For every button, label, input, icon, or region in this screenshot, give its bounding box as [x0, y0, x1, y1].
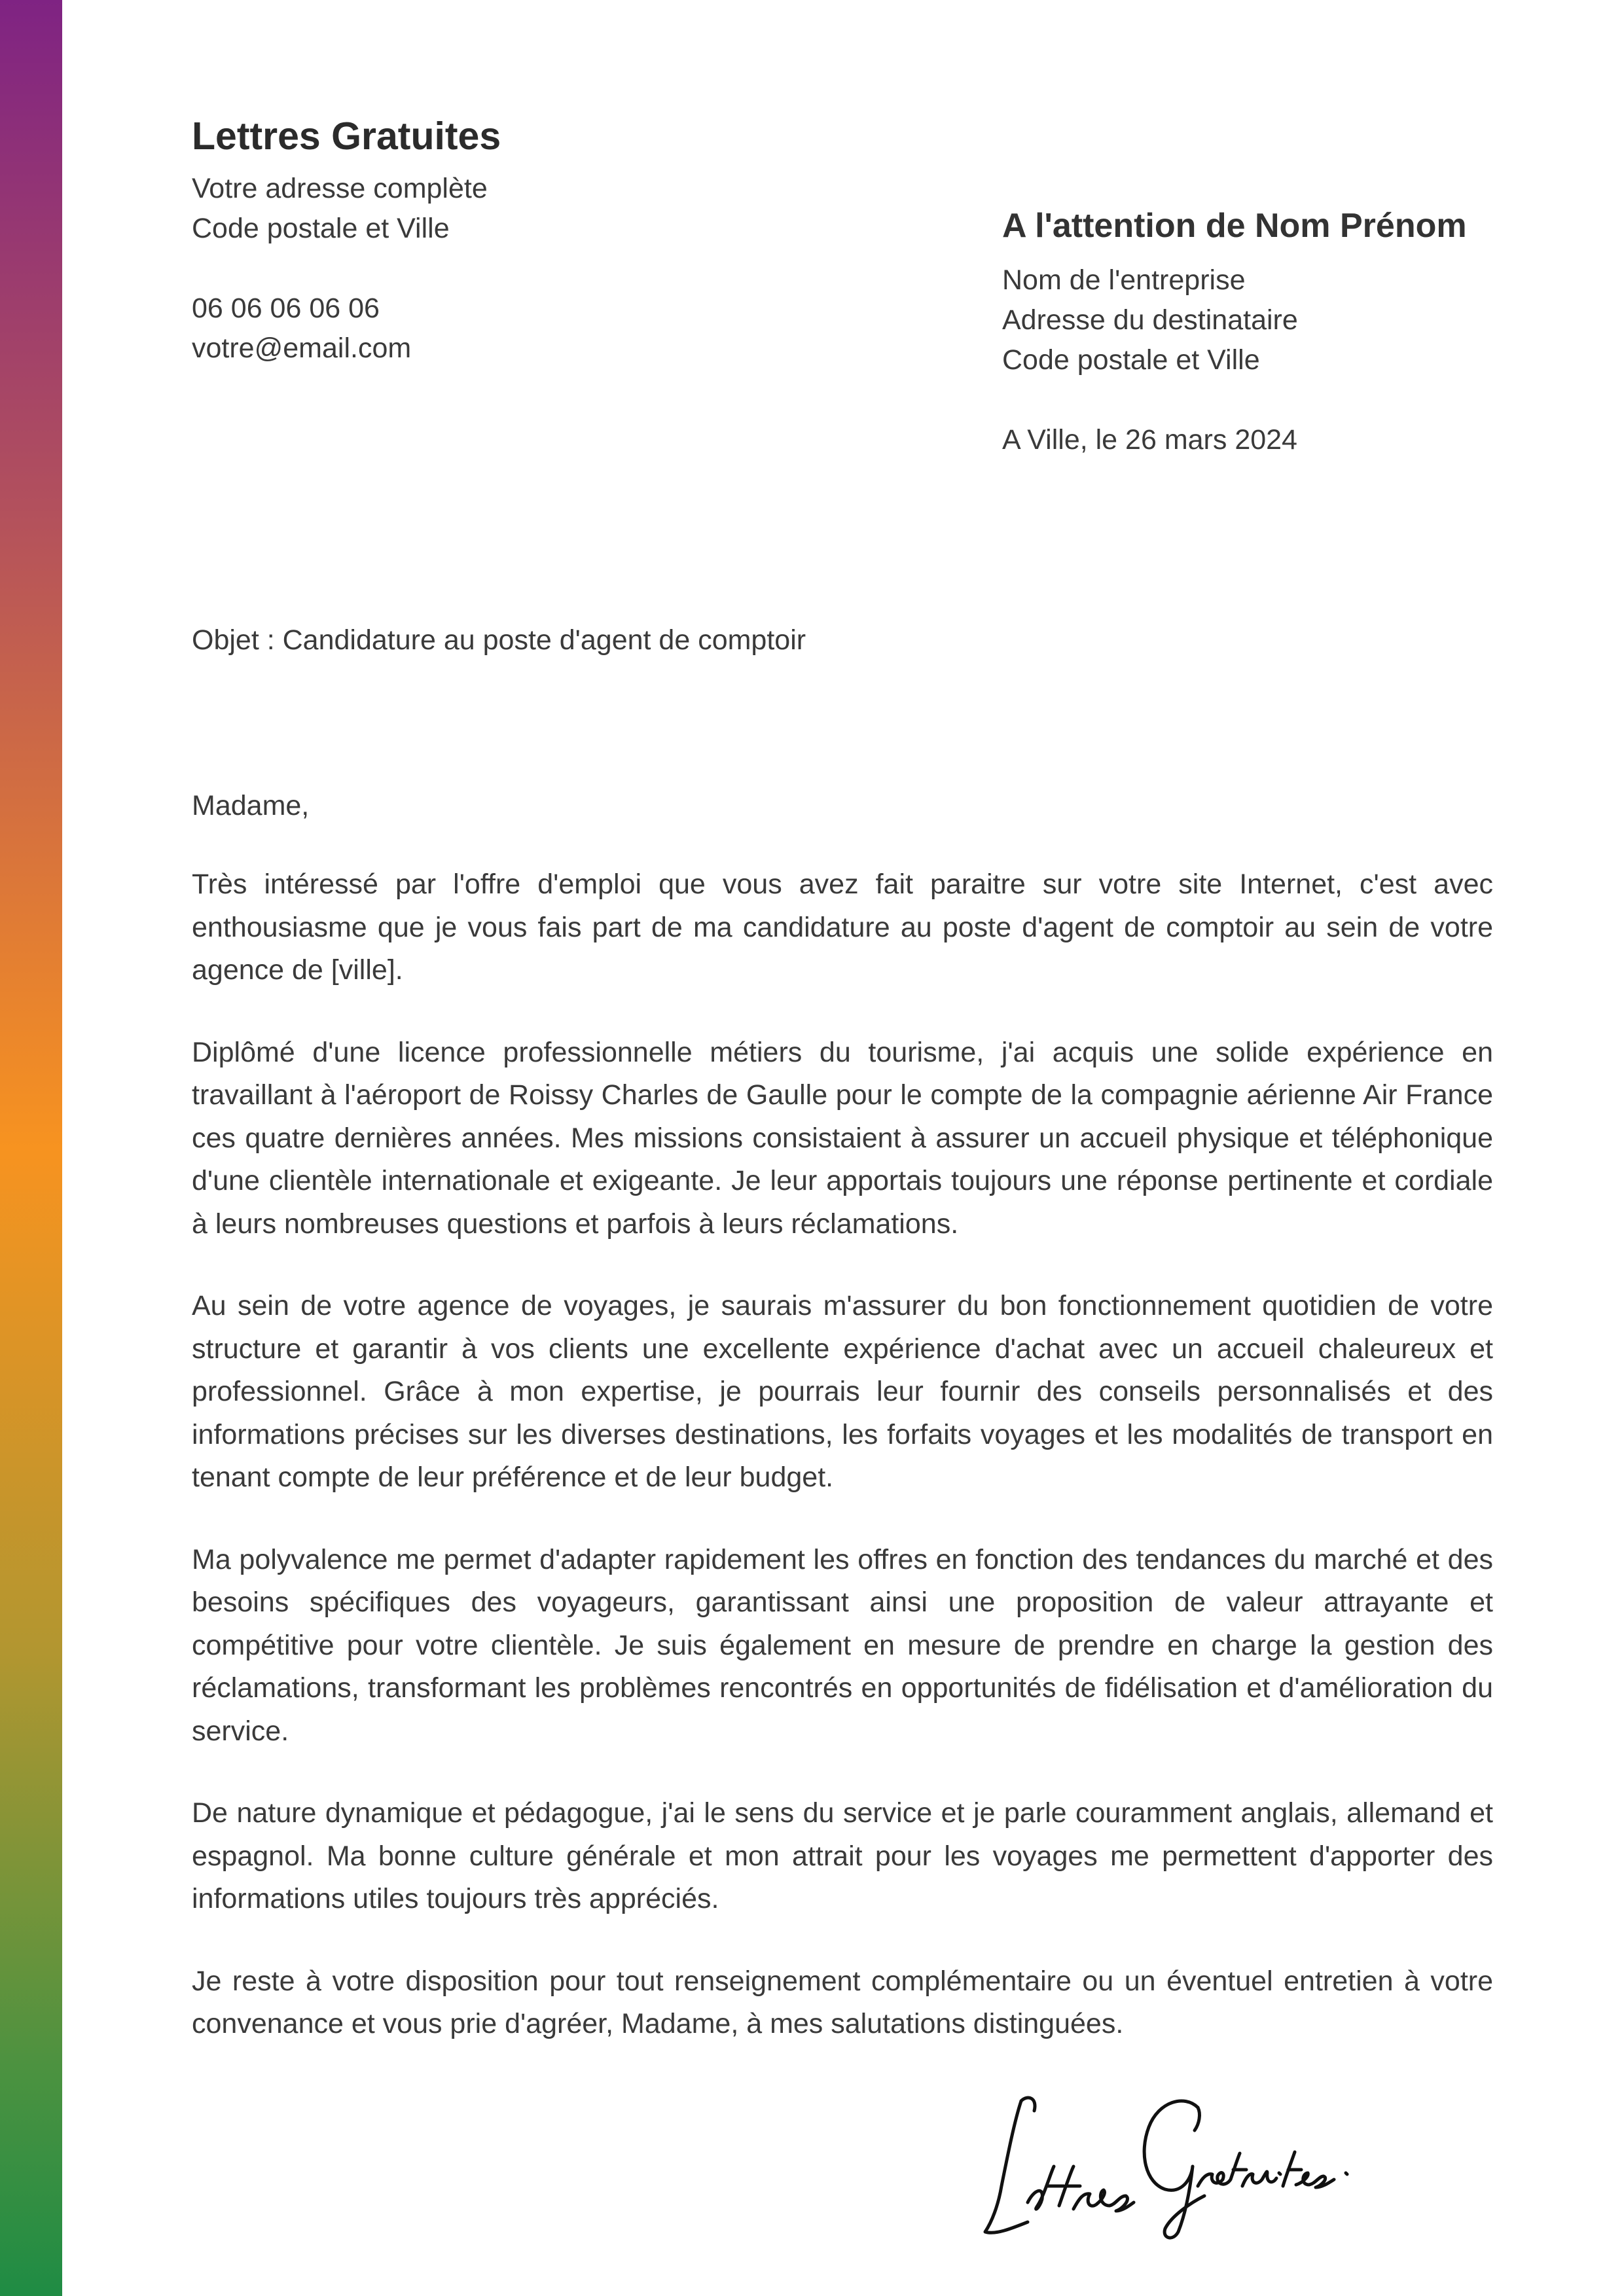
letter-subject: Objet : Candidature au poste d'agent de comptoir — [192, 624, 806, 656]
recipient-address: Adresse du destinataire — [1002, 304, 1298, 336]
recipient-block — [1002, 203, 1591, 460]
recipient-city: Code postale et Ville — [1002, 344, 1260, 376]
sender-address-line2: Code postale et Ville — [192, 213, 450, 244]
paragraph-6: Je reste à votre disposition pour tout renseignement complémentaire ou un éventuel entretien à votre convenance et vous prie d'agréer, Madame, à mes salutations distinguées. — [192, 1965, 1493, 2039]
recipient-attention: A l'attention de Nom Prénom — [1002, 207, 1467, 245]
paragraph-3: Au sein de votre agence de voyages, je saurais m'assurer du bon fonctionnement quotidien de votre structure et garantir à vos clients une excellente expérience d'achat avec un accueil chaleureux et professionnel. Grâce à mon expertise, je pourrais leur fournir des conseils personnalisés et des informations précises sur les diverses destinations, les forfaits voyages et les modalités de transport en tenant compte de leur préférence et de leur budget. — [192, 1290, 1493, 1493]
paragraph-5: De nature dynamique et pédagogue, j'ai le sens du service et je parle couramment anglais, allemand et espagnol. Ma bonne culture générale et mon attrait pour les voyages me permettent d'apporter des informations utiles toujours très appréciés. — [192, 1797, 1493, 1914]
sender-name: Lettres Gratuites — [192, 115, 501, 158]
sender-email: votre@email.com — [192, 332, 412, 364]
letter-date: A Ville, le 26 mars 2024 — [1002, 424, 1297, 456]
paragraph-4: Ma polyvalence me permet d'adapter rapidement les offres en fonction des tendances du marché et des besoins spécifiques des voyageurs, garantissant ainsi une proposition de valeur attrayante et compétitive pour votre clientèle. Je suis également en mesure de prendre en charge la gestion des réclamations, transformant les problèmes rencontrés en opportunités de fidélisation et d'amélioration du service. — [192, 1543, 1493, 1747]
recipient-company: Nom de l'entreprise — [1002, 264, 1246, 296]
sender-address-line1: Votre adresse complète — [192, 173, 488, 204]
paragraph-1: Très intéressé par l'offre d'emploi que vous avez fait paraitre sur votre site Internet, c'est avec enthousiasme que je vous fais part de ma candidature au poste d'agent de comptoir au sein de votre agence de [ville]. — [192, 869, 1493, 986]
gradient-side-bar — [0, 0, 62, 2296]
sender-phone: 06 06 06 06 06 — [192, 293, 380, 324]
handwritten-signature — [982, 2075, 1362, 2245]
letter-body — [192, 784, 1493, 2085]
salutation: Madame, — [192, 790, 310, 821]
sender-block — [192, 110, 781, 368]
paragraph-2: Diplômé d'une licence professionnelle métiers du tourisme, j'ai acquis une solide expérience en travaillant à l'aéroport de Roissy Charles de Gaulle pour le compte de la compagnie aérienne Air France ces quatre dernières années. Mes missions consistaient à assurer un accueil physique et téléphonique d'une clientèle internationale et exigeante. Je leur apportais toujours une réponse pertinente et cordiale à leurs nombreuses questions et parfois à leurs réclamations. — [192, 1036, 1493, 1240]
